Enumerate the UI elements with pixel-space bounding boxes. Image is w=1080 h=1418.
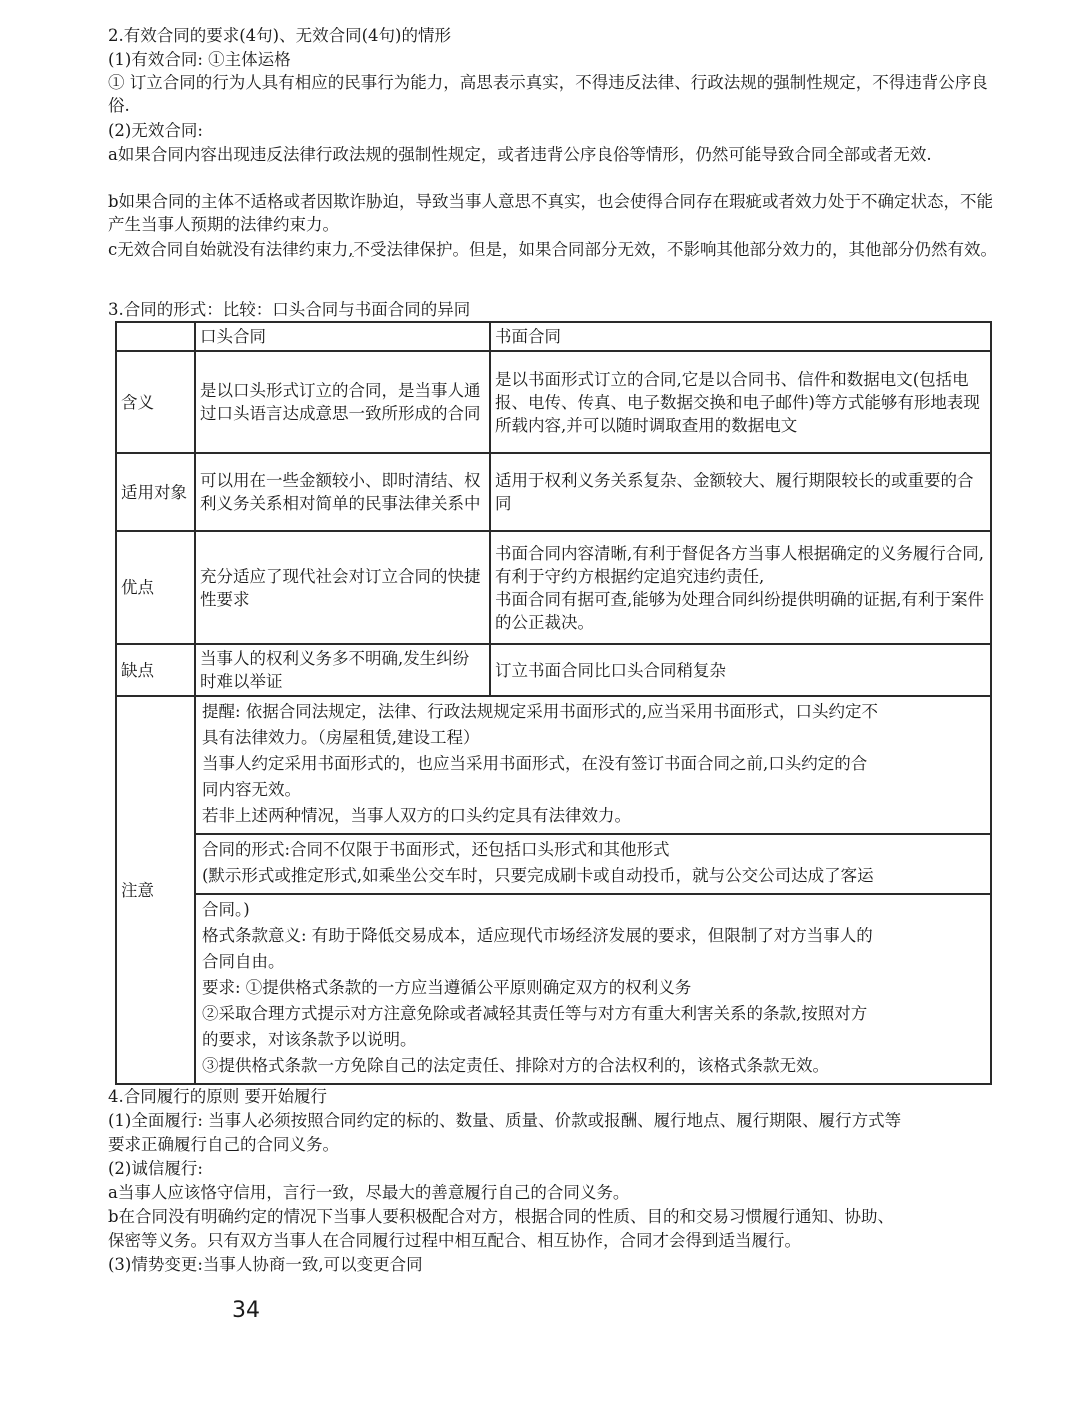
page-number: 34 <box>232 1298 260 1323</box>
written-cell: 是以书面形式订立的合同,它是以合同书、信件和数据电文(包括电报、电传、传真、电子数据交换和电子邮件)等方式能够有形地表现所载内容,并可以随时调取查用的数据电文 <box>490 351 991 453</box>
row-label: 注意 <box>116 696 195 1084</box>
note-line: 合同。) <box>202 900 250 919</box>
sec4-title: 4.合同履行的原则 要开始履行 <box>108 1087 327 1106</box>
row-label: 适用对象 <box>116 453 195 531</box>
note-standard-terms <box>196 895 990 1083</box>
note-line: 格式条款意义: 有助于降低交易成本，适应现代市场经济发展的要求，但限制了对方当事人的 <box>202 926 873 945</box>
oral-cell: 当事人的权利义务多不明确,发生纠纷时难以举证 <box>195 644 490 696</box>
row-label: 缺点 <box>116 644 195 696</box>
note-line: ③提供格式条款一方免除自己的法定责任、排除对方的合法权利的，该格式条款无效。 <box>202 1056 829 1075</box>
table-row <box>116 453 991 531</box>
note-line: 同内容无效。 <box>202 780 301 799</box>
note-line: 合同自由。 <box>202 952 285 971</box>
header-oral-contract: 口头合同 <box>195 322 490 351</box>
invalid-item-b: b如果合同的主体不适格或者因欺诈胁迫，导致当事人意思不真实，也会使得合同存在瑕疵或者效力处于不确定状态，不能产生当事人预期的法律约束力。 <box>108 192 994 234</box>
table-row-notes <box>116 696 991 1084</box>
written-cell: 适用于权利义务关系复杂、金额较大、履行期限较长的或重要的合同 <box>490 453 991 531</box>
written-cell <box>490 531 991 644</box>
header-written-contract: 书面合同 <box>490 322 991 351</box>
valid-contract-text: ① 订立合同的行为人具有相应的民事行为能力，高思表示真实，不得违反法律、行政法规的强制性规定，不得违背公序良俗. <box>108 73 988 115</box>
table-row <box>116 644 991 696</box>
invalid-contract-heading: (2)无效合同: <box>108 121 203 140</box>
table-row <box>116 351 991 453</box>
note-line: 合同的形式:合同不仅限于书面形式，还包括口头形式和其他形式 <box>202 840 670 859</box>
note-line: 要求: ①提供格式条款的一方应当遵循公平原则确定双方的权利义务 <box>202 978 692 997</box>
table-row <box>116 531 991 644</box>
row-label: 优点 <box>116 531 195 644</box>
note-line: 具有法律效力。（房屋租赁,建设工程） <box>202 728 480 747</box>
oral-cell: 是以口头形式订立的合同，是当事人通过口头语言达成意思一致所形成的合同 <box>195 351 490 453</box>
notes-cell <box>195 696 991 1084</box>
sec2-title: 2.有效合同的要求(4句)、无效合同(4句)的情形 <box>108 26 451 45</box>
change-of-circumstances: (3)情势变更:当事人协商一致,可以变更合同 <box>108 1255 423 1274</box>
comparison-table <box>115 321 992 1085</box>
note-line: (默示形式或推定形式,如乘坐公交车时，只要完成刷卡或自动投币，就与公交公司达成了客运 <box>202 866 874 885</box>
written-advantage-2: 书面合同有据可查,能够为处理合同纠纷提供明确的证据,有利于案件的公正裁决。 <box>495 589 984 632</box>
note-line: 若非上述两种情况，当事人双方的口头约定具有法律效力。 <box>202 806 631 825</box>
written-advantage-1: 书面合同内容清晰,有利于督促各方当事人根据确定的义务履行合同,有利于守约方根据约定追究违约责任, <box>495 543 984 586</box>
invalid-item-a: a如果合同内容出现违反法律行政法规的强制性规定，或者违背公序良俗等情形，仍然可能导致合同全部或者无效. <box>108 145 932 164</box>
good-faith-item-a: a当事人应该恪守信用，言行一致，尽最大的善意履行自己的合同义务。 <box>108 1183 630 1202</box>
note-reminder <box>196 697 990 835</box>
written-cell: 订立书面合同比口头合同稍复杂 <box>490 644 991 696</box>
note-line: ②采取合理方式提示对方注意免除或者减轻其责任等与对方有重大利害关系的条款,按照对方 <box>202 1004 868 1023</box>
full-performance-line2: 要求正确履行自己的合同义务。 <box>108 1135 339 1154</box>
note-contract-forms <box>196 835 990 895</box>
note-line: 提醒: 依据合同法规定，法律、行政法规规定采用书面形式的,应当采用书面形式，口头约定不 <box>202 702 879 721</box>
invalid-item-c-part2: 不受法律保护。但是，如果合同部分无效，不影响其他部分效力的，其他部分仍然有效。 <box>353 240 997 259</box>
invalid-item-c <box>108 238 1003 261</box>
full-performance-line1: (1)全面履行: 当事人必须按照合同约定的标的、数量、质量、价款或报酬、履行地点、履行期限、履行方式等 <box>108 1111 902 1130</box>
oral-cell: 充分适应了现代社会对订立合同的快捷性要求 <box>195 531 490 644</box>
good-faith-heading: (2)诚信履行: <box>108 1159 203 1178</box>
sec3-title: 3.合同的形式：比较：口头合同与书面合同的异同 <box>108 300 471 319</box>
note-line: 当事人约定采用书面形式的，也应当采用书面形式，在没有签订书面合同之前,口头约定的合 <box>202 754 868 773</box>
note-line: 的要求，对该条款予以说明。 <box>202 1030 417 1049</box>
valid-contract-heading: (1)有效合同: ①主体运格 <box>108 50 291 69</box>
table-corner-cell <box>116 322 195 351</box>
good-faith-item-b-line1: b在合同没有明确约定的情况下当事人要积极配合对方，根据合同的性质、目的和交易习惯履行通知、协助、 <box>108 1207 895 1226</box>
good-faith-item-b-line2: 保密等义务。只有双方当事人在合同履行过程中相互配合、相互协作，合同才会得到适当履行。 <box>108 1231 801 1250</box>
invalid-item-c-mark: , <box>348 240 354 259</box>
table-header-row <box>116 322 991 351</box>
invalid-item-c-part1: c无效合同自始就没有法律约束力 <box>108 240 349 259</box>
row-label: 含义 <box>116 351 195 453</box>
oral-cell: 可以用在一些金额较小、即时清结、权利义务关系相对简单的民事法律关系中 <box>195 453 490 531</box>
